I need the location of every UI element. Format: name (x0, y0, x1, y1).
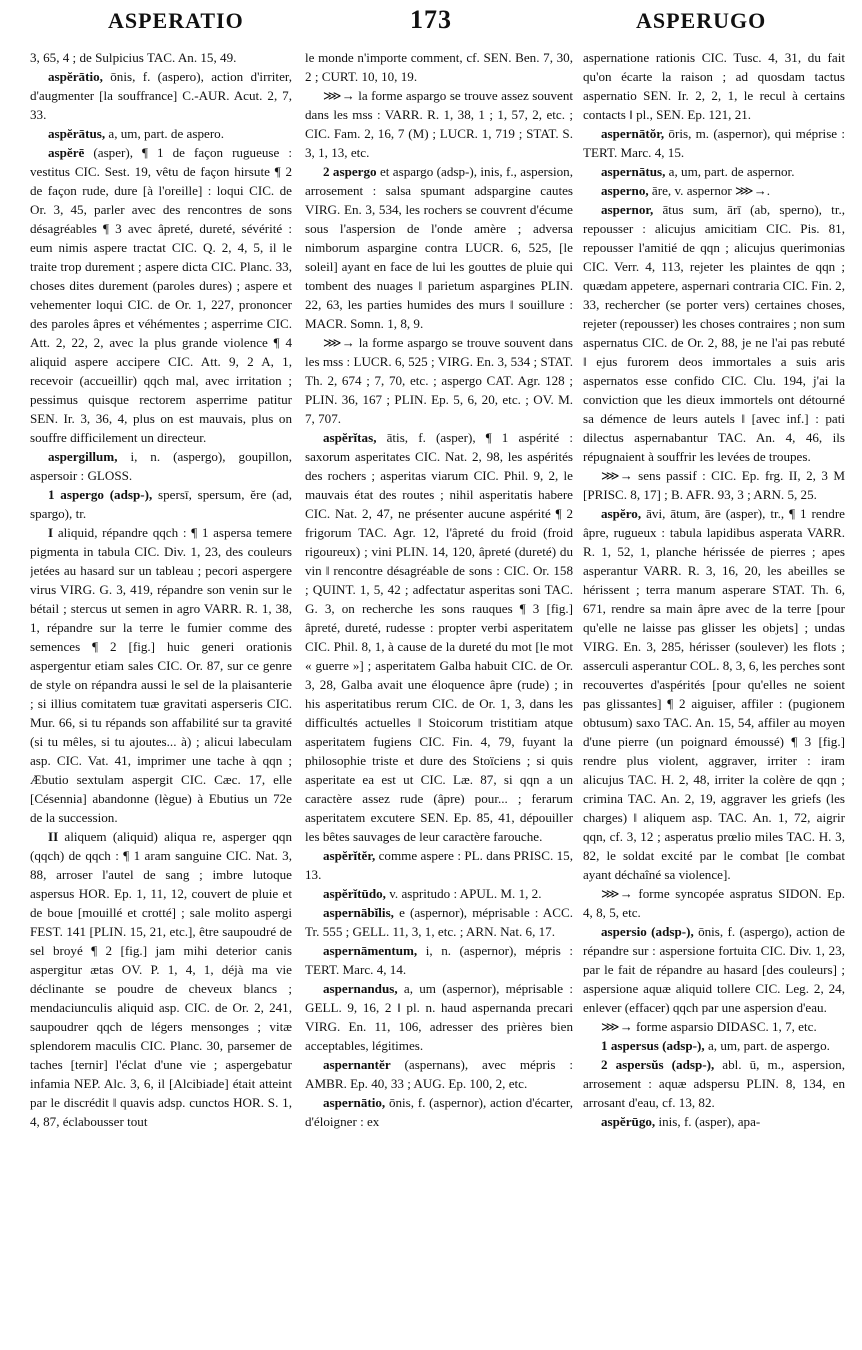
dictionary-entry (305, 428, 573, 846)
entry-headword: aspernātio, (323, 1095, 386, 1110)
entry-text: ⋙→ forme asparsio DIDASC. 1, 7, etc. (601, 1019, 817, 1034)
dictionary-entry (305, 884, 573, 903)
dictionary-entry (583, 466, 845, 504)
entry-text: ōris, m. (aspernor), qui méprise : TERT. Marc. 4, 15. (583, 126, 845, 160)
entry-headword: aspĕrĭtūdo, (323, 886, 386, 901)
dictionary-entry (30, 485, 292, 523)
entry-headword: 2 aspergo (323, 164, 377, 179)
entry-text: le monde n'importe comment, cf. SEN. Ben. 7, 30, 2 ; CURT. 10, 10, 19. (305, 50, 573, 84)
dictionary-entry (30, 48, 292, 67)
entry-headword: aspĕrātio, (48, 69, 103, 84)
entry-text: ōnis, f. (aspergo), action de répandre sur : aspersione fortuita CIC. Div. 1, 23, par le fait de répandre au hasard [des couleurs] ; aspersione aquæ aliquid tollere CIC. Leg. 2, 24, enlever (effacer) qqch par une aspersion d'eau. (583, 924, 845, 1015)
entry-text: a, um, part. de aspergo. (704, 1038, 830, 1053)
entry-text: a, um (aspernor), méprisable : GELL. 9, 16, 2 ‖ pl. n. haud aspernanda precari VIRG. En. 11, 106, adresser des prières bien acceptables, légitimes. (305, 981, 573, 1053)
column-right (583, 48, 845, 1348)
entry-text: (asper), ¶ 1 de façon rugueuse : vestitus CIC. Sest. 19, vêtu de façon hirsute ¶ 2 de façon rude, dure [à l'oreille] : loqui CIC. de Or. 3, 45, parler avec des rencontres de sons désagréables ¶ 3 avec âpreté, dureté, sévérité : eum nimis aspere tractat CIC. Q. 2, 4, 5, il le traite trop durement ; aspere dicta CIC. Planc. 33, choses dites durement (paroles dures) ; aspere et vehementer loqui CIC. de Or. 1, 227, prononcer des paroles âpres et véhémentes ; asperrime CIC. Att. 2, 22, 2, avec la plus grande violence ¶ 4 aliquid aspere accipere CIC. Att. 9, 2 A, 1, recevoir (accueillir) qqch mal, avec irritation ; pessimus quisque rectorem asperrime patitur SEN. Ir. 3, 36, 4, plus on est mauvais, plus on souffre difficilement un directeur. (30, 145, 292, 445)
page-header (0, 0, 862, 46)
entry-headword: 1 aspersus (adsp-), (601, 1038, 705, 1053)
dictionary-entry (305, 1093, 573, 1131)
entry-text: aspernatione rationis CIC. Tusc. 4, 31, du fait qu'on écarte la raison ; ad quosdam tactus aspernatio SEN. Ir. 2, 2, 1, le recul à certains contacts ‖ pl., SEN. Ep. 121, 21. (583, 50, 845, 122)
entry-text: 3, 65, 4 ; de Sulpicius TAC. An. 15, 49. (30, 50, 237, 65)
dictionary-entry (583, 1112, 845, 1131)
entry-headword: 2 aspersŭs (adsp-), (601, 1057, 715, 1072)
entry-text: ātis, f. (asper), ¶ 1 aspérité : saxorum asperitates CIC. Nat. 2, 98, les aspérités des rochers ; asperitas viarum CIC. Phil. 9, 2, le mauvais état des routes ; nihil asperitatis habere CIC. Nat. 2, 47, ne présenter aucune aspérité ¶ 2 frigorum TAC. Agr. 12, l'âpreté du froid (froid rigoureux) ; vini PLIN. 14, 120, âpreté (dureté) du vin ‖ rencontre désagréable de sons : CIC. Or. 158 ; QUINT. 1, 5, 42 ; adfectatur asperitas soni TAC. G. 3, on recherche les sons rauques ¶ 3 [fig.] âpreté, dureté, rudesse : propter verbi asperitatem CIC. Phil. 8, 1, à cause de la dureté du mot [le mot « guerre »] ; asperitatem Galba habuit CIC. de Or. 3, 28, Galba avait une éloquence âpre (rude) ; in his asperitatibus rerum CIC. de Or. 1, 3, dans les difficultés actuelles ‖ Stoicorum tristitiam atque asperitatem fugiens CIC. Fin. 4, 79, fuyant la philosophie triste et dure des Stoïciens ; si quis asperitate ea est ut CIC. Læ. 87, si qqn a un caractère assez rude (âpre) pour... ; ferarum asperitatem excutere SEN. Ep. 85, 41, dépouiller les bêtes sauvages de leur caractère farouche. (305, 430, 573, 844)
dictionary-entry (583, 1017, 845, 1036)
dictionary-entry (583, 922, 845, 1017)
dictionary-entry (305, 1055, 573, 1093)
dictionary-entry (583, 504, 845, 884)
entry-text: (aspernans), avec mépris : AMBR. Ep. 40, 33 ; AUG. Ep. 100, 2, etc. (305, 1057, 573, 1091)
running-head-right: ASPERUGO (636, 8, 767, 33)
entry-text: ⋙→ forme syncopée aspratus SIDON. Ep. 4, 8, 5, etc. (583, 886, 845, 920)
dictionary-entry (305, 979, 573, 1055)
entry-text: a, um, part. de aspernor. (665, 164, 795, 179)
entry-headword: aspernābĭlis, (323, 905, 394, 920)
dictionary-entry (30, 124, 292, 143)
entry-headword: aspernandus, (323, 981, 398, 996)
dictionary-entry (583, 48, 845, 124)
entry-text: spersī, spersum, ĕre (ad, spargo), tr. (30, 487, 292, 521)
entry-text: āvi, ātum, āre (asper), tr., ¶ 1 rendre âpre, rugueux : tabula lapidibus asperata VARR. R. 1, 52, 1, planche hérissée de pierres ; apes asperantur VARR. R. 3, 16, 20, les abeilles se hérissent ; terra manum asperare STAT. Th. 6, 671, rendre sa main âpre avec de la terre [pour qu'elle ne laisse pas glisser les objets] ; undas VIRG. En. 3, 285, hérisser (soulever) les flots ; asserculi asperantur COL. 8, 3, 6, les perches sont recouvertes d'aspérités [pour qu'elles ne soient pas glissantes] ¶ 2 aiguiser, affiler : (pugionem obtusum) saxo TAC. An. 15, 54, affiler au moyen d'une pierre (un poignard émoussé) ¶ 3 [fig.] rendre plus violent, aggraver, irriter : iram alicujus TAC. H. 2, 48, irriter la colère de qqn ; crimina TAC. An. 2, 19, aggraver les griefs (les charges) ‖ aliquem asp. TAC. An. 1, 72, aigrir qqn, cf. 3, 12 ; asperatus prœlio miles TAC. H. 3, 82, le soldat excité par le combat [le combat ayant déchaîné sa violence]. (583, 506, 845, 882)
entry-headword: 1 aspergo (adsp-), (48, 487, 153, 502)
page-number: 173 (410, 5, 452, 34)
entry-headword: aspĕrātus, (48, 126, 106, 141)
dictionary-entry (305, 86, 573, 162)
dictionary-entry (30, 827, 292, 1131)
entry-text: ⋙→ la forme aspargo se trouve souvent dans les mss : LUCR. 6, 525 ; VIRG. En. 3, 534 ; STAT. Th. 2, 674 ; 7, 70, etc. ; aspergo CAT. Agr. 128 ; PLIN. 36, 167 ; PLIN. Ep. 5, 6, 20, etc. ; OV. M. 7, 707. (305, 335, 573, 426)
dictionary-entry (583, 181, 845, 200)
entry-text: ⋙→ la forme aspargo se trouve assez souvent dans les mss : VARR. R. 1, 38, 1 ; 1, 57, 2, etc. ; CIC. Fam. 2, 16, 7 (M) ; LUCR. 1, 719 ; STAT. S. 3, 1, 13, etc. (305, 88, 573, 160)
entry-headword: aspĕrē (48, 145, 85, 160)
entry-headword: aspĕrūgo, (601, 1114, 656, 1129)
dictionary-entry (30, 67, 292, 124)
dictionary-entry (583, 124, 845, 162)
entry-headword: aspernor, (601, 202, 654, 217)
dictionary-entry (583, 200, 845, 466)
entry-text: aliquem (aliquid) aliqua re, asperger qqn (qqch) de qqch : ¶ 1 aram sanguine CIC. Nat. 3, 88, arroser l'autel de sang ; imbre lutoque aspersus HOR. Ep. 1, 11, 12, couvert de pluie et de boue [mouillé et crotté] ; sale molito aspergi FEST. 141 [PLIN. 15, 21, etc.], être saupoudré de sel broyé ¶ 2 [fig.] jam mihi deterior canis aspergitur ætas OV. P. 1, 4, 1, déjà ma vie déclinante se poudre de cheveux blancs ; mendaciunculis aliquid asp. CIC. de Or. 2, 241, saupoudrer qqch de légers mensonges ; vitæ splendorem maculis CIC. Planc. 30, parsemer de taches [ternir] l'éclat d'une vie ; aspergebatur infamia NEP. Alc. 3, 6, il [Alcibiade] était atteint par le discrédit ‖ quavis adsp. cunctos HOR. S. 1, 4, 87, éclabousser tout (30, 829, 292, 1129)
entry-text: e (aspernor), méprisable : ACC. Tr. 555 ; GELL. 11, 3, 1, etc. ; ARN. Nat. 6, 17. (305, 905, 573, 939)
dictionary-entry (583, 162, 845, 181)
entry-headword: asperno, (601, 183, 649, 198)
dictionary-entry (30, 447, 292, 485)
entry-text: a, um, part. de aspero. (105, 126, 225, 141)
entry-text: i, n. (aspergo), goupillon, aspersoir : GLOSS. (30, 449, 292, 483)
entry-headword: aspersio (adsp-), (601, 924, 694, 939)
dictionary-entry (583, 884, 845, 922)
dictionary-entry (583, 1036, 845, 1055)
entry-text: ōnis, f. (aspero), action d'irriter, d'augmenter [la souffrance] C.-AUR. Acut. 2, 7, 33. (30, 69, 292, 122)
dictionary-entry (305, 846, 573, 884)
entry-headword: aspernātus, (601, 164, 666, 179)
column-middle (305, 48, 573, 1348)
dictionary-entry (305, 333, 573, 428)
entry-text: ⋙→ sens passif : CIC. Ep. frg. II, 2, 3 M [PRISC. 8, 17] ; B. AFR. 93, 3 ; ARN. 5, 25. (583, 468, 845, 502)
dictionary-entry (30, 143, 292, 447)
entry-text: inis, f. (asper), apa- (655, 1114, 761, 1129)
entry-text: v. aspritudo : APUL. M. 1, 2. (385, 886, 542, 901)
entry-headword: aspĕro, (601, 506, 642, 521)
entry-text: āre, v. aspernor ⋙→. (648, 183, 771, 198)
entry-headword: aspernantĕr (323, 1057, 391, 1072)
entry-headword: aspernātŏr, (601, 126, 665, 141)
entry-headword: I (48, 525, 54, 540)
running-head-left: ASPERATIO (108, 8, 244, 33)
dictionary-entry (305, 903, 573, 941)
dictionary-entry (305, 162, 573, 333)
entry-headword: aspergillum, (48, 449, 118, 464)
entry-headword: aspĕrĭtas, (323, 430, 377, 445)
dictionary-entry (30, 523, 292, 827)
entry-text: aliquid, répandre qqch : ¶ 1 aspersa temere pigmenta in tabula CIC. Div. 1, 23, des couleurs jetées au hasard sur un tableau ; pecori aspergere virus VIRG. G. 3, 419, répandre son venin sur le bétail ; stercus ut semen in agro VARR. R. 1, 38, 1, répandre sur la terre le fumier comme des semences ¶ 2 [fig.] huic generi orationis aspergentur etiam sales CIC. Or. 87, sur ce genre de style on répandra aussi le sel de la plaisanterie ; si illius comitatem tuæ gravitati asperseris CIC. Mur. 66, si tu répands son affabilité sur ta gravité (si tu mêles, si tu ajoutes... à) ; alicui labeculam asp. CIC. Vat. 41, imprimer une tache à qqn ; Æbutio sextulam aspergit CIC. Cæc. 17, elle [Césennia] abandonne (lègue) à Ebutius un 72e de la succession. (30, 525, 292, 825)
dictionary-entry (305, 941, 573, 979)
entry-text: abl. ū, m., aspersion, arrosement : aquæ adspersu PLIN. 8, 134, en arrosant d'eau, cf. 13, 82. (583, 1057, 845, 1110)
column-left (30, 48, 292, 1348)
entry-text: ātus sum, ārī (ab, sperno), tr., repousser : alicujus amicitiam CIC. Pis. 81, repousser l'amitié de qqn ; alicujus querimonias CIC. Verr. 4, 113, rejeter les plaintes de qqn ; quædam appetere, aspernari contraria CIC. Fin. 2, 33, rechercher (se porter vers) certaines choses, rejeter (repousser) les choses contraires ; non sum aspernatus CIC. de Or. 2, 88, je ne l'ai pas rebuté ‖ ejus furorem deos immortales a suis aris aspernatos esse confido CIC. Clu. 194, j'ai la conviction que les dieux immortels ont détourné sa démence de leurs autels ‖ [avec inf.] : pati dilectus aspernabantur TAC. An. 4, 46, ils répugnaient à souffrir les levées de troupes. (583, 202, 845, 464)
entry-text: et aspargo (adsp-), inis, f., aspersion, arrosement : salsa spumant adspargine cautes VIRG. En. 3, 534, les rochers se couvrent d'écume sous l'aspersion de l'onde amère ; adversa nimborum aspargine contra LUCR. 6, 525, [le soleil] ayant en face de lui les gouttes de pluie qui tombent des nuages ‖ parietum aspargines PLIN. 22, 63, les parties humides des murs ‖ souillure : MACR. Somn. 1, 8, 9. (305, 164, 573, 331)
entry-text: i, n. (aspernor), mépris : TERT. Marc. 4, 14. (305, 943, 573, 977)
entry-text: comme aspere : PL. dans PRISC. 15, 13. (305, 848, 573, 882)
entry-text: ōnis, f. (aspernor), action d'écarter, d'éloigner : ex (305, 1095, 573, 1129)
entry-headword: aspernāmentum, (323, 943, 418, 958)
entry-headword: aspĕrĭtĕr, (323, 848, 376, 863)
entry-headword: II (48, 829, 59, 844)
dictionary-entry (305, 48, 573, 86)
dictionary-entry (583, 1055, 845, 1112)
